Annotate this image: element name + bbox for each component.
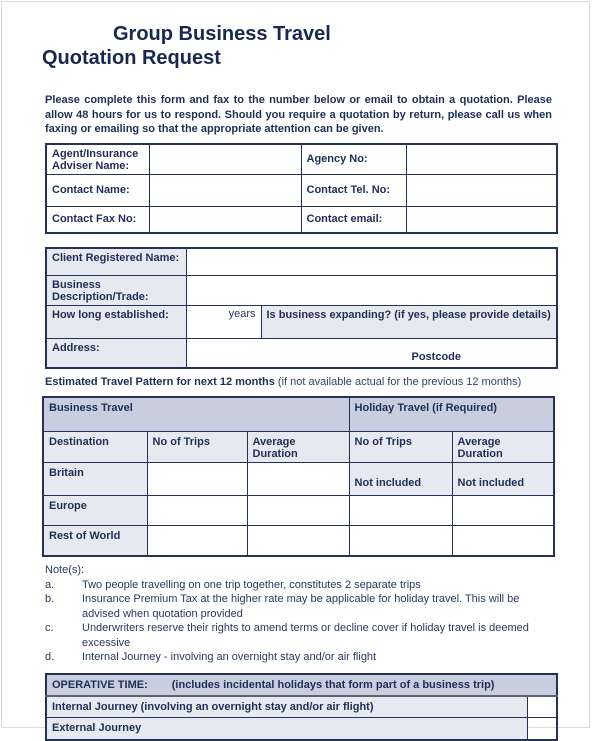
address-label: Address: [46,338,186,368]
note-text: Underwriters reserve their rights to amend terms or decline cover if holiday travel is deemed excessive [82,622,529,649]
travel-pattern-heading-bold: Estimated Travel Pattern for next 12 months [45,376,275,388]
internal-journey-input-cell[interactable] [527,696,557,718]
table-row [46,718,557,740]
page-title-line2: Quotation Request [42,47,221,69]
list-item [45,650,552,665]
contact-name-label: Contact Name: [46,174,149,206]
page-title [42,22,600,70]
address-postcode-input-cell[interactable]: Postcode [186,338,557,368]
contact-name-input-cell[interactable] [149,174,301,206]
table-row [43,495,554,525]
col-header-business-duration: Average Duration [247,431,349,462]
table-row [46,174,557,206]
europe-business-trips-input-cell[interactable] [147,495,247,525]
agent-adviser-name-input-cell[interactable] [149,144,301,175]
page-title-line1: Group Business Travel [113,23,331,45]
note-letter: d. [45,651,55,663]
table-row [46,674,557,696]
col-header-destination: Destination [43,431,147,462]
table-row [46,696,557,718]
operative-time-note: (includes incidental holidays that form part of a business trip) [171,678,495,691]
client-registered-name-label: Client Registered Name: [46,248,186,275]
business-expanding-label: Is business expanding? (if yes, please provide details) [261,305,557,338]
notes-heading: Note(s): [45,564,85,576]
business-description-input-cell[interactable] [186,275,557,305]
note-text: Two people travelling on one trip together, constitutes 2 separate trips [82,578,421,591]
notes-section [45,563,552,665]
row-holiday-trips-input-cell[interactable] [349,525,452,556]
table-row [43,525,554,556]
operative-time-table [45,673,558,741]
external-journey-label: External Journey [46,718,527,740]
contact-tel-input-cell[interactable] [406,174,557,206]
row-business-trips-input-cell[interactable] [147,525,247,556]
europe-business-duration-input-cell[interactable] [247,495,349,525]
note-letter: a. [45,578,55,591]
travel-pattern-heading-note: (if not available actual for the previous 12 months) [277,376,522,388]
destination-rest-of-world-label: Rest of World [43,525,147,556]
contact-fax-label: Contact Fax No: [46,206,149,233]
europe-holiday-duration-input-cell[interactable] [452,495,554,525]
table-row [46,338,557,368]
travel-pattern-heading [45,376,600,388]
row-holiday-duration-input-cell[interactable] [452,525,554,556]
contact-email-label: Contact email: [301,206,406,233]
table-row [46,206,557,233]
agent-adviser-name-label: Agent/Insurance Adviser Name: [46,144,149,175]
note-letter: c. [45,622,54,634]
contact-email-input-cell[interactable] [406,206,557,233]
britain-business-trips-input-cell[interactable] [147,462,247,495]
how-long-established-label: How long established: [46,305,186,338]
contact-fax-input-cell[interactable] [149,206,301,233]
col-header-holiday-trips: No of Trips [349,431,452,462]
table-row [46,248,557,275]
agent-contact-table [45,143,558,235]
table-row [43,462,554,495]
destination-europe-label: Europe [43,495,147,525]
years-input-cell[interactable]: years [186,305,261,338]
europe-holiday-trips-input-cell[interactable] [349,495,452,525]
list-item [45,621,552,650]
col-header-holiday-duration: Average Duration [452,431,554,462]
table-row [46,144,557,175]
col-header-business-trips: No of Trips [147,431,247,462]
table-row [46,275,557,305]
contact-tel-label: Contact Tel. No: [301,174,406,206]
intro-instructions: Please complete this form and fax to the number below or email to obtain a quotation. Please allow 48 hours for us to respond. Should you require a quotation by return, please call us when faxing or emailing so that the appropriate attention can be given. [45,94,552,135]
business-description-label: Business Description/Trade: [46,275,186,305]
internal-journey-label: Internal Journey (involving an overnight stay and/or air flight) [46,696,527,718]
note-letter: b. [45,593,55,605]
destination-britain-label: Britain [43,462,147,495]
note-text: Insurance Premium Tax at the higher rate may be applicable for holiday travel. This will be advised when quotation provided [82,593,520,620]
agency-no-label: Agency No: [301,144,406,175]
client-registered-name-input-cell[interactable] [186,248,557,275]
table-row [46,305,557,338]
britain-holiday-trips-cell: Not included [349,462,452,495]
britain-business-duration-input-cell[interactable] [247,462,349,495]
table-row [43,397,554,431]
list-item [45,592,552,621]
travel-pattern-table [42,396,555,557]
britain-holiday-duration-cell: Not included [452,462,554,495]
row-business-duration-input-cell[interactable] [247,525,349,556]
operative-time-label: OPERATIVE TIME: [52,678,148,691]
operative-time-header [46,674,557,696]
note-text: Internal Journey - involving an overnight stay and/or air flight [82,651,377,663]
holiday-travel-header: Holiday Travel (if Required) [349,397,554,431]
external-journey-input-cell[interactable] [527,718,557,740]
agency-no-input-cell[interactable] [406,144,557,175]
business-travel-header: Business Travel [43,397,349,431]
list-item [45,578,552,593]
table-row [43,431,554,462]
client-details-table [45,247,558,369]
